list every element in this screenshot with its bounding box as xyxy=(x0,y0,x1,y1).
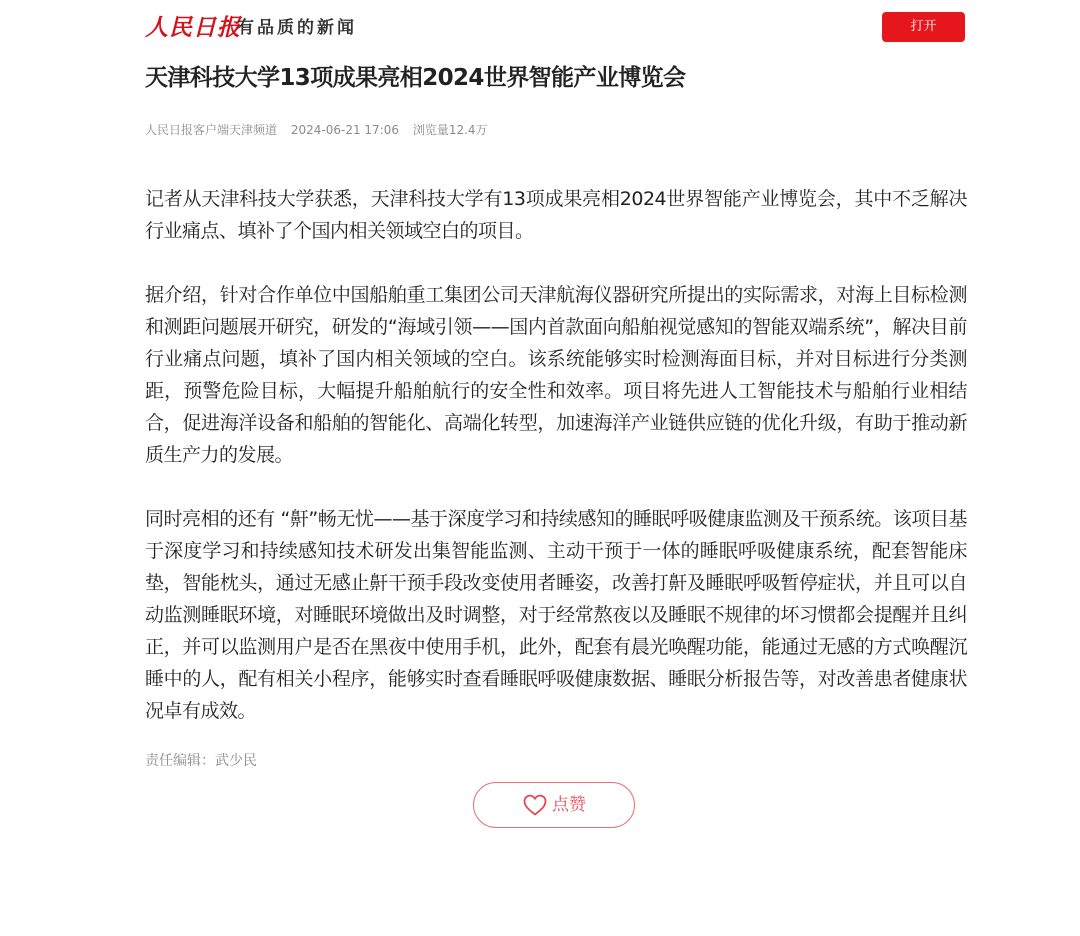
article-title: 天津科技大学13项成果亮相2024世界智能产业博览会 xyxy=(145,65,686,91)
peoples-daily-logo[interactable]: 人民日报 xyxy=(145,14,241,41)
like-section xyxy=(473,782,635,828)
like-button[interactable] xyxy=(473,782,635,828)
responsible-editor: 责任编辑：武少民 xyxy=(145,753,257,769)
article-datetime: 2024-06-21 17:06 xyxy=(290,123,399,137)
slogan: 有品质的新闻 xyxy=(237,18,357,38)
article-paragraph: 同时亮相的还有 “鼾”畅无忧——基于深度学习和持续感知的睡眠呼吸健康监测及干预系统。该项目基于深度学习和持续感知技术研发出集智能监测、主动干预于一体的睡眠呼吸健康系统，配套智能床垫，智能枕头，通过无感止鼾干预手段改变使用者睡姿，改善打鼾及睡眠呼吸暂停症状，并且可以自动监测睡眠环境，对睡眠环境做出及时调整，对于经常熬夜以及睡眠不规律的坏习惯都会提醒并且纠正，并可以监测用户是否在黑夜中使用手机，此外，配套有晨光唤醒功能，能通过无感的方式唤醒沉睡中的人，配有相关小程序，能够实时查看睡眠呼吸健康数据、睡眠分析报告等，对改善患者健康状况卓有成效。 xyxy=(145,508,967,722)
open-app-button[interactable]: 打开 xyxy=(882,12,965,42)
top-bar xyxy=(145,0,967,56)
heart-icon xyxy=(522,793,548,817)
article-source: 人民日报客户端天津频道 xyxy=(145,123,278,137)
article-paragraph: 记者从天津科技大学获悉，天津科技大学有13项成果亮相2024世界智能产业博览会，其中不乏解决行业痛点、填补了个国内相关领域空白的项目。 xyxy=(145,188,967,242)
like-label: 点赞 xyxy=(552,795,586,815)
article-views: 浏览量12.4万 xyxy=(412,123,488,137)
article-body xyxy=(145,183,967,727)
article-meta xyxy=(145,121,967,139)
article-page xyxy=(145,0,967,771)
article-paragraph: 据介绍，针对合作单位中国船舶重工集团公司天津航海仪器研究所提出的实际需求，对海上目标检测和测距问题展开研究，研发的“海域引领——国内首款面向船舶视觉感知的智能双端系统”，解决目前行业痛点问题，填补了国内相关领域的空白。该系统能够实时检测海面目标，并对目标进行分类测距，预警危险目标，大幅提升船舶航行的安全性和效率。项目将先进人工智能技术与船舶行业相结合，促进海洋设备和船舶的智能化、高端化转型，加速海洋产业链供应链的优化升级，有助于推动新质生产力的发展。 xyxy=(145,284,967,466)
